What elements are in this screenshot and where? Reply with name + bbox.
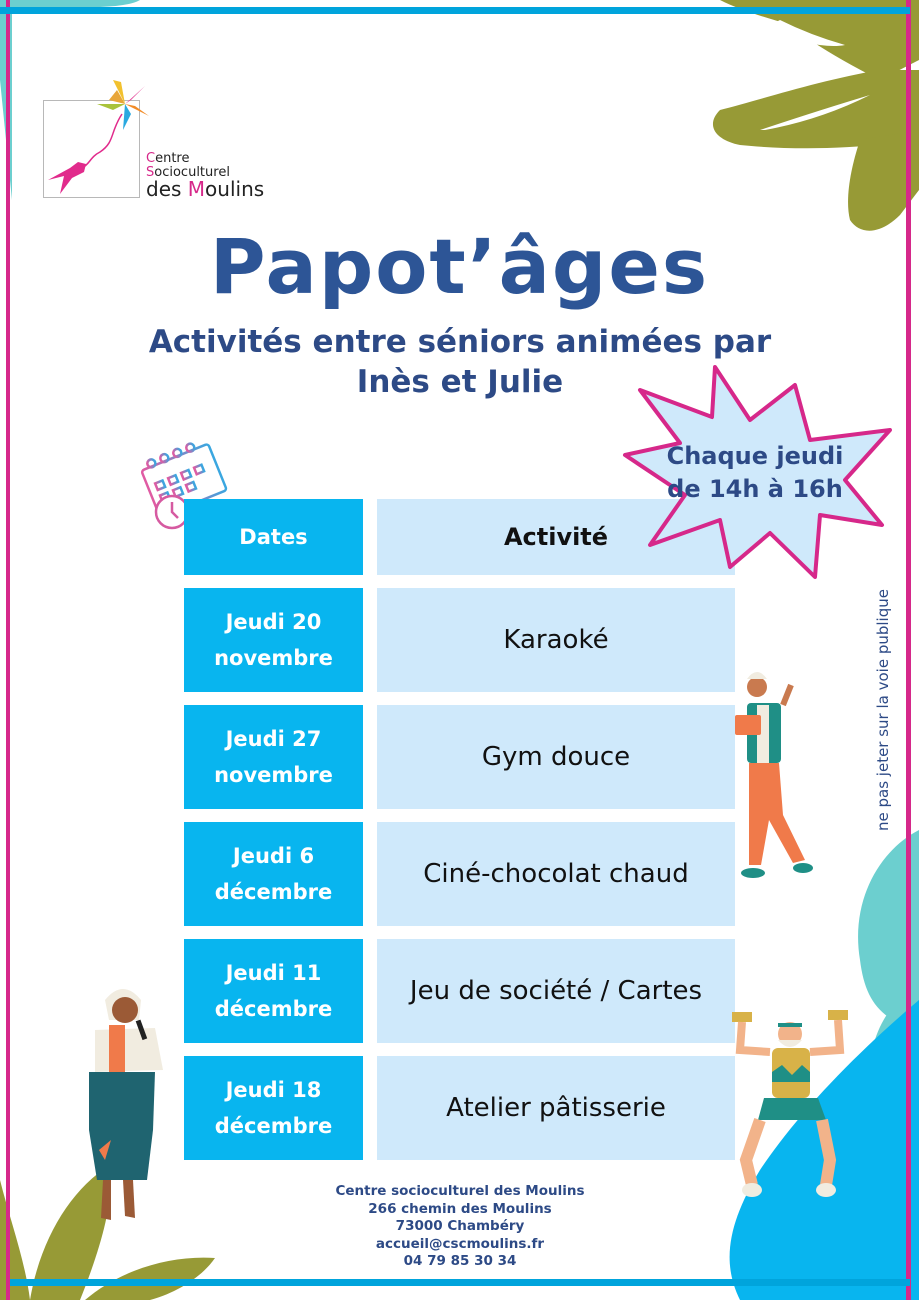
footer-phone[interactable]: 04 79 85 30 34 (403, 1253, 517, 1269)
frame-bottom-border (10, 1279, 910, 1286)
frame-top-border (0, 7, 910, 14)
page-title: Papot’âges (209, 222, 710, 311)
logo-text: Centre Socioculturel des Moulins (146, 151, 265, 202)
table-row-1-activity: Karaoké (377, 588, 735, 692)
table-row-1-date (184, 588, 363, 692)
woman-with-tablet-illustration (735, 665, 820, 885)
man-lifting-weights-illustration (730, 1010, 850, 1210)
subtitle-line-2: Inès et Julie (356, 364, 564, 400)
date-day: Jeudi 18 (225, 1078, 322, 1102)
date-month: novembre (214, 646, 333, 670)
footer-city: 73000 Chambéry (395, 1218, 525, 1234)
table-row-4-date (184, 939, 363, 1043)
footer-name: Centre socioculturel des Moulins (335, 1183, 585, 1199)
side-note-vertical (868, 560, 898, 860)
footer-address: 266 chemin des Moulins (368, 1200, 552, 1217)
woman-singing-with-microphone-illustration (75, 980, 175, 1230)
date-day: Jeudi 27 (225, 727, 322, 751)
date-day: Jeudi 20 (225, 610, 322, 634)
frame-left-border (6, 0, 10, 1300)
date-month: décembre (214, 997, 333, 1021)
activity-header-label: Activité (503, 523, 609, 551)
side-note-text: ne pas jeter sur la voie publique (874, 589, 892, 831)
dates-header-label: Dates (239, 525, 308, 549)
date-month: novembre (214, 763, 333, 787)
date-month: décembre (214, 1114, 333, 1138)
schedule-badge-text (650, 440, 860, 506)
footer-email[interactable]: accueil@cscmoulins.fr (375, 1235, 545, 1252)
table-row-4-activity: Jeu de société / Cartes (377, 939, 735, 1043)
table-row-3-activity: Ciné-chocolat chaud (377, 822, 735, 926)
date-day: Jeudi 11 (225, 961, 322, 985)
table-row-5-date (184, 1056, 363, 1160)
date-month: décembre (214, 880, 333, 904)
badge-line-1: Chaque jeudi (666, 442, 844, 470)
table-row-2-date (184, 705, 363, 809)
pinwheel-kite-logo-icon (40, 72, 155, 197)
table-row-5-activity: Atelier pâtisserie (377, 1056, 735, 1160)
date-day: Jeudi 6 (232, 844, 315, 868)
dates-column-header (184, 499, 363, 575)
table-row-3-date (184, 822, 363, 926)
subtitle-line-1: Activités entre séniors animées par (148, 324, 772, 360)
frame-right-border (906, 0, 911, 1300)
badge-line-2: de 14h à 16h (667, 475, 843, 503)
table-row-2-activity: Gym douce (377, 705, 735, 809)
contact-footer (250, 1183, 670, 1271)
